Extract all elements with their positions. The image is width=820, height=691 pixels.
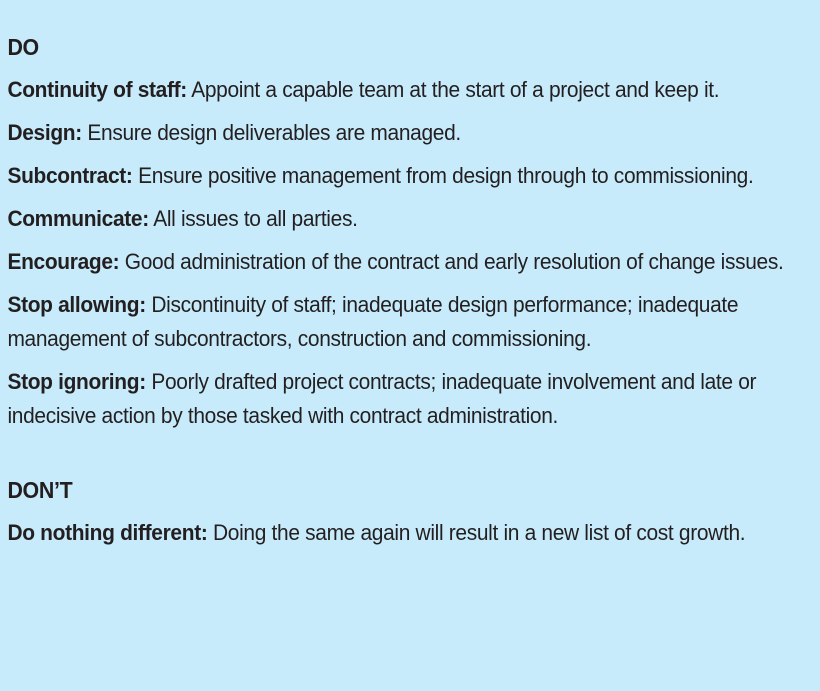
item-text: Good administration of the contract and early resolution of change issues. bbox=[119, 249, 784, 274]
item-term: Subcontract: bbox=[7, 163, 133, 188]
item-term: Communicate: bbox=[7, 206, 149, 231]
item-text: Ensure design deliverables are managed. bbox=[81, 120, 461, 145]
do-item-stop-allowing bbox=[7, 288, 812, 356]
item-term: Do nothing different: bbox=[7, 520, 208, 545]
item-term: Stop allowing: bbox=[7, 292, 146, 317]
do-item-encourage bbox=[7, 245, 812, 279]
item-text: Doing the same again will result in a new list of cost growth. bbox=[207, 520, 746, 545]
do-item-communicate bbox=[7, 202, 812, 236]
item-term: Encourage: bbox=[7, 249, 120, 274]
item-term: Design: bbox=[7, 120, 82, 145]
do-item-stop-ignoring bbox=[7, 365, 812, 433]
item-text: Appoint a capable team at the start of a project and keep it. bbox=[186, 77, 720, 102]
do-item-design bbox=[7, 116, 812, 150]
dont-item-do-nothing-different bbox=[7, 516, 812, 550]
item-text: Poorly drafted project contracts; inadequate involvement and late or indecisive action by those tasked with contract administration. bbox=[7, 369, 757, 428]
item-term: Continuity of staff: bbox=[7, 77, 187, 102]
item-term: Stop ignoring: bbox=[7, 369, 146, 394]
do-item-continuity-of-staff bbox=[7, 73, 812, 107]
dont-heading: DON’T bbox=[7, 477, 73, 503]
item-text: Ensure positive management from design through to commissioning. bbox=[132, 163, 754, 188]
item-text: All issues to all parties. bbox=[148, 206, 358, 231]
do-heading: DO bbox=[7, 34, 39, 60]
item-text: Discontinuity of staff; inadequate design performance; inadequate management of subcontractors, construction and commissioning. bbox=[7, 292, 739, 351]
do-item-subcontract bbox=[7, 159, 812, 193]
